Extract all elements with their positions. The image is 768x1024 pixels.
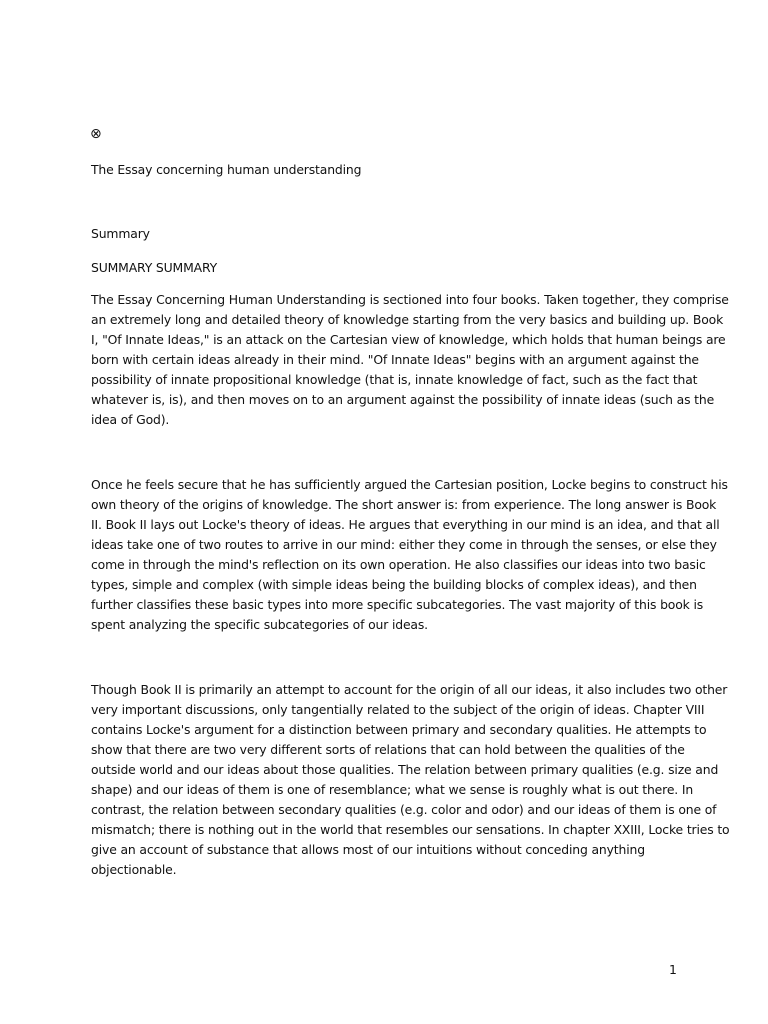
page-number: 1 (669, 962, 677, 977)
document-title: The Essay concerning human understanding (91, 162, 362, 177)
section-heading: Summary (91, 226, 150, 241)
paragraph-3 (91, 680, 730, 880)
paragraph-line: spent analyzing the specific subcategories of our ideas. (91, 617, 428, 632)
paragraph-line: further classifies these basic types into more specific subcategories. The vast majority of this book is (91, 597, 704, 612)
paragraph-line: mismatch; there is nothing out in the world that resembles our sensations. In chapter XXIII, Locke tries to (91, 822, 730, 837)
paragraph-line: own theory of the origins of knowledge. The short answer is: from experience. The long answer is Book (91, 497, 717, 512)
subsection-heading: SUMMARY SUMMARY (91, 260, 218, 275)
paragraph-line: ideas take one of two routes to arrive in our mind: either they come in through the senses, or else they (91, 537, 717, 552)
paragraph-line: types, simple and complex (with simple ideas being the building blocks of complex ideas), and then (91, 577, 697, 592)
paragraph-line: outside world and our ideas about those qualities. The relation between primary qualities (e.g. size and (91, 762, 719, 777)
paragraph-line: objectionable. (91, 862, 177, 877)
paragraph-line: The Essay Concerning Human Understanding is sectioned into four books. Taken together, they comprise (91, 292, 729, 307)
paragraph-line: born with certain ideas already in their mind. "Of Innate Ideas" begins with an argument against the (91, 352, 699, 367)
paragraph-line: give an account of substance that allows most of our intuitions without conceding anything (91, 842, 645, 857)
paragraph-line: idea of God). (91, 412, 170, 427)
paragraph-line: Once he feels secure that he has sufficiently argued the Cartesian position, Locke begins to construct his (91, 477, 728, 492)
paragraph-line: possibility of innate propositional knowledge (that is, innate knowledge of fact, such as the fact that (91, 372, 698, 387)
paragraph-line: I, "Of Innate Ideas," is an attack on the Cartesian view of knowledge, which holds that human beings are (91, 332, 726, 347)
paragraph-line: Though Book II is primarily an attempt to account for the origin of all our ideas, it also includes two other (91, 682, 728, 697)
paragraph-line: come in through the mind's reflection on its own operation. He also classifies our ideas into two basic (91, 557, 706, 572)
paragraph-line: shape) and our ideas of them is one of resemblance; what we sense is roughly what is out there. In (91, 782, 694, 797)
paragraph-1 (91, 290, 729, 430)
paragraph-line: show that there are two very different sorts of relations that can hold between the qualities of the (91, 742, 685, 757)
paragraph-line: contains Locke's argument for a distinction between primary and secondary qualities. He attempts to (91, 722, 707, 737)
circled-times-icon: ⊗ (90, 126, 102, 142)
paragraph-2 (91, 475, 728, 635)
paragraph-line: whatever is, is), and then moves on to an argument against the possibility of innate ideas (such as the (91, 392, 715, 407)
paragraph-line: very important discussions, only tangentially related to the subject of the origin of ideas. Chapter VIII (91, 702, 705, 717)
paragraph-line: contrast, the relation between secondary qualities (e.g. color and odor) and our ideas of them is one of (91, 802, 717, 817)
paragraph-line: an extremely long and detailed theory of knowledge starting from the very basics and building up. Book (91, 312, 724, 327)
paragraph-line: II. Book II lays out Locke's theory of ideas. He argues that everything in our mind is an idea, and that all (91, 517, 720, 532)
